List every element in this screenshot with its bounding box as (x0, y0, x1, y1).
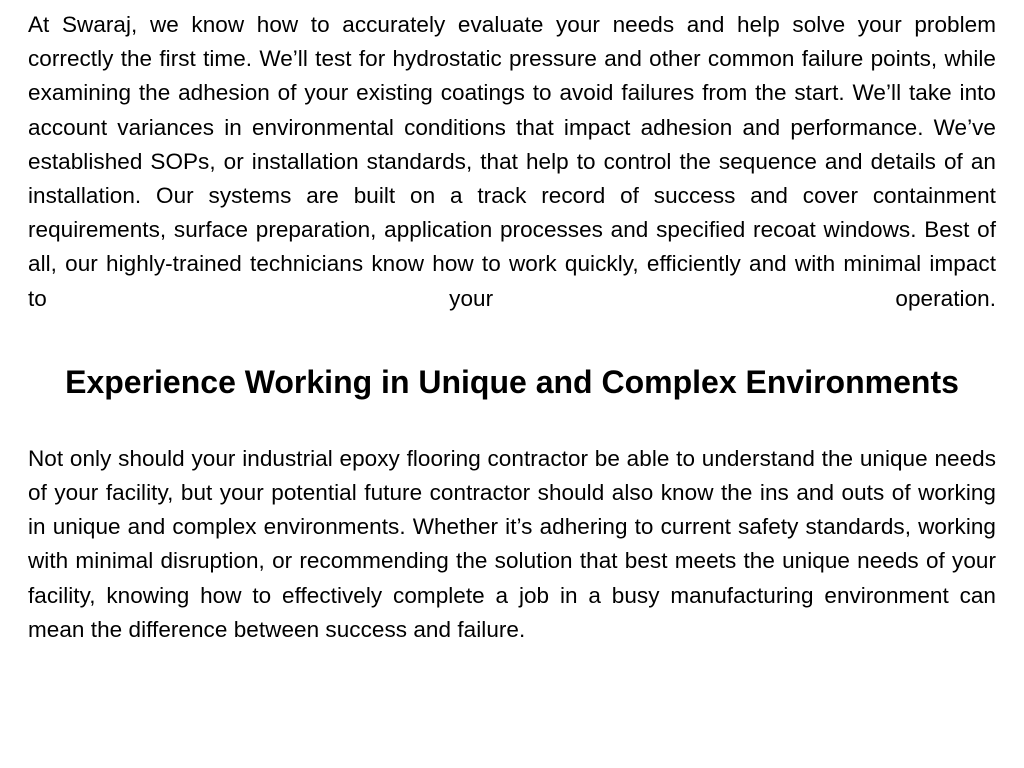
intro-paragraph: At Swaraj, we know how to accurately evaluate your needs and help solve your problem correctly the first time. We’ll test for hydrostatic pressure and other common failure points, while examining the adhesion of your existing coatings to avoid failures from the start. We’ll take into account variances in environmental conditions that impact adhesion and performance. We’ve established SOPs, or installation standards, that help to control the sequence and details of an installation. Our systems are built on a track record of success and cover containment requirements, surface preparation, application processes and specified recoat windows. Best of all, our highly-trained technicians know how to work quickly, efficiently and with minimal impact to your operation. (28, 12, 996, 311)
document-slide (28, 8, 996, 647)
section-heading: Experience Working in Unique and Complex Environments (65, 363, 959, 400)
section-paragraph: Not only should your industrial epoxy flooring contractor be able to understand the unique needs of your facility, but your potential future contractor should also know the ins and outs of working in unique and complex environments. Whether it’s adhering to current safety standards, working with minimal disruption, or recommending the solution that best meets the unique needs of your facility, knowing how to effectively complete a job in a busy manufacturing environment can mean the difference between success and failure. (28, 445, 996, 642)
